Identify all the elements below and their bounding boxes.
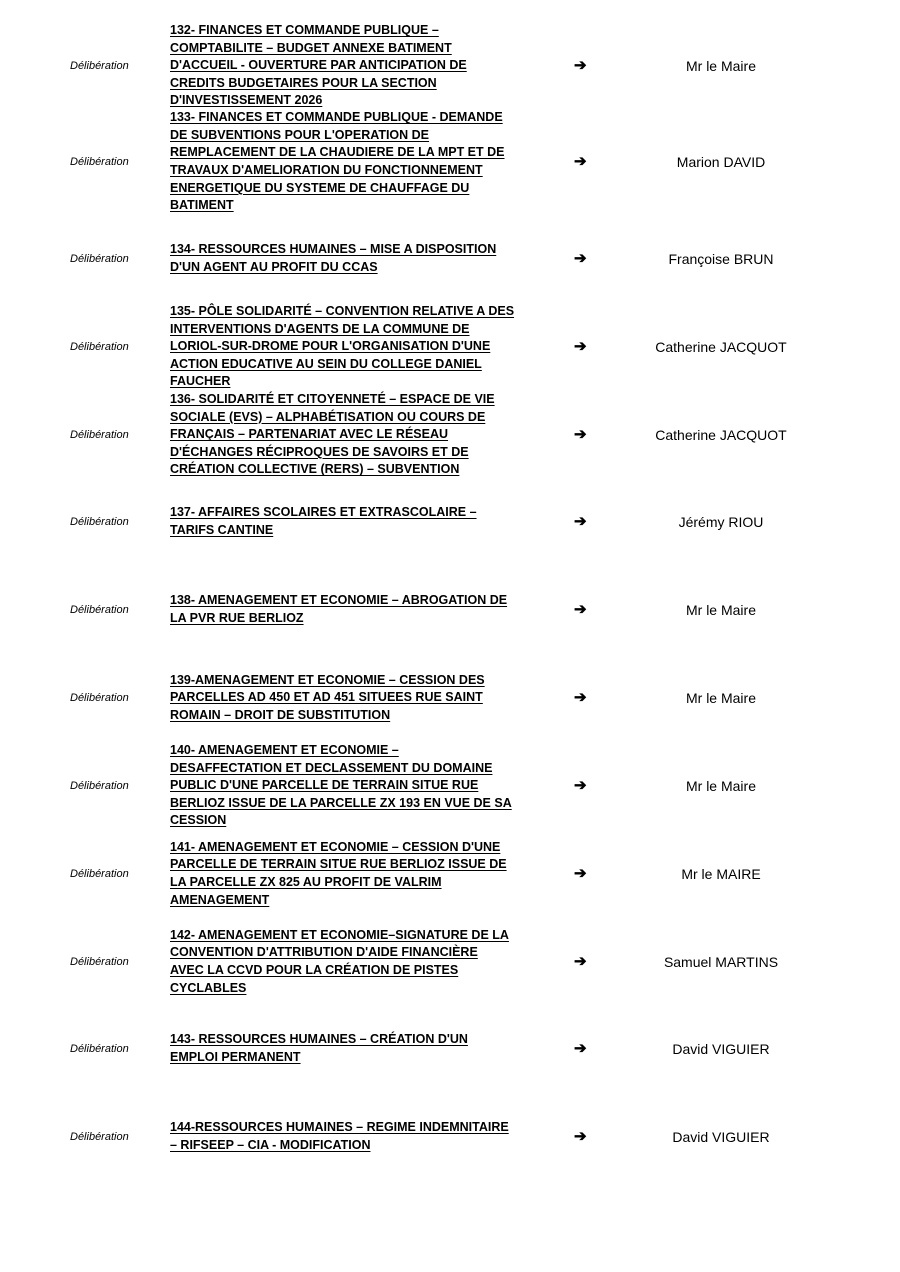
rapporteur-name: Samuel MARTINS [663, 954, 779, 970]
arrow-right-icon: ➔ [574, 777, 587, 794]
title-line: EMPLOI PERMANENT [170, 1049, 301, 1064]
title-line: – RIFSEEP – CIA - MODIFICATION [170, 1137, 371, 1152]
title-line: LA PARCELLE ZX 825 AU PROFIT DE VALRIM [170, 874, 442, 889]
title-line: AVEC LA CCVD POUR LA CRÉATION DE PISTES [170, 962, 459, 977]
deliberation-title [170, 1119, 560, 1154]
deliberation-title [170, 391, 560, 479]
deliberation-title [170, 839, 560, 909]
title-line: ENERGETIQUE DU SYSTEME DE CHAUFFAGE DU [170, 180, 470, 195]
title-line: CYCLABLES [170, 980, 247, 995]
title-line: TRAVAUX D'AMELIORATION DU FONCTIONNEMENT [170, 162, 483, 177]
deliberation-label: Délibération [70, 60, 129, 72]
arrow-right-icon: ➔ [574, 338, 587, 355]
rapporteur-name: Mr le Maire [685, 778, 756, 794]
title-line: D'ÉCHANGES RÉCIPROQUES DE SAVOIRS ET DE [170, 444, 469, 459]
deliberation-label: Délibération [70, 956, 129, 968]
deliberation-title [170, 109, 560, 215]
deliberation-title [170, 742, 560, 830]
deliberation-label: Délibération [70, 604, 129, 616]
rapporteur-name: Mr le Maire [685, 602, 756, 618]
title-line: BATIMENT [170, 198, 234, 213]
deliberation-title [170, 592, 560, 627]
rapporteur-name: Françoise BRUN [668, 251, 774, 267]
rapporteur-name: Jérémy RIOU [678, 514, 764, 530]
title-line: CREDITS BUDGETAIRES POUR LA SECTION [170, 75, 437, 90]
title-line: ROMAIN – DROIT DE SUBSTITUTION [170, 707, 391, 722]
arrow-right-icon: ➔ [574, 250, 587, 267]
title-line: COMPTABILITE – BUDGET ANNEXE BATIMENT [170, 40, 452, 55]
deliberation-title [170, 927, 560, 997]
title-line: 133- FINANCES ET COMMANDE PUBLIQUE - DEMANDE [170, 110, 503, 125]
title-line: D'ACCUEIL - OUVERTURE PAR ANTICIPATION DE [170, 58, 467, 73]
title-line: 132- FINANCES ET COMMANDE PUBLIQUE – [170, 23, 439, 37]
title-line: 134- RESSOURCES HUMAINES – MISE A DISPOSITION [170, 242, 497, 257]
deliberation-label: Délibération [70, 1131, 129, 1143]
title-line: FRANÇAIS – PARTENARIAT AVEC LE RÉSEAU [170, 427, 449, 442]
title-line: 137- AFFAIRES SCOLAIRES ET EXTRASCOLAIRE – [170, 505, 477, 520]
arrow-right-icon: ➔ [574, 953, 587, 970]
title-line: BERLIOZ ISSUE DE LA PARCELLE ZX 193 EN VUE DE SA [170, 795, 512, 810]
title-line: CESSION [170, 813, 227, 828]
deliberation-title [170, 672, 560, 725]
title-line: 143- RESSOURCES HUMAINES – CRÉATION D'UN [170, 1032, 468, 1047]
rapporteur-name: Mr le Maire [685, 58, 756, 74]
arrow-right-icon: ➔ [574, 689, 587, 706]
title-line: LORIOL-SUR-DROME POUR L'ORGANISATION D'UNE [170, 339, 491, 354]
arrow-right-icon: ➔ [574, 57, 587, 74]
title-line: D'INVESTISSEMENT 2026 [170, 93, 323, 108]
arrow-right-icon: ➔ [574, 153, 587, 170]
rapporteur-name: Catherine JACQUOT [655, 427, 787, 443]
title-line: FAUCHER [170, 374, 231, 389]
title-line: 140- AMENAGEMENT ET ECONOMIE – [170, 743, 399, 757]
deliberation-label: Délibération [70, 780, 129, 792]
title-line: DESAFFECTATION ET DECLASSEMENT DU DOMAINE [170, 760, 493, 775]
title-line: PARCELLE DE TERRAIN SITUE RUE BERLIOZ ISSUE DE [170, 857, 507, 872]
title-line: LA PVR RUE BERLIOZ [170, 610, 304, 625]
deliberation-label: Délibération [70, 156, 129, 168]
title-line: D'UN AGENT AU PROFIT DU CCAS [170, 259, 378, 274]
title-line: 139-AMENAGEMENT ET ECONOMIE – CESSION DES [170, 672, 485, 687]
deliberation-title [170, 303, 560, 391]
arrow-right-icon: ➔ [574, 865, 587, 882]
rapporteur-name: David VIGUIER [672, 1041, 770, 1057]
title-line: 141- AMENAGEMENT ET ECONOMIE – CESSION D'UNE [170, 839, 501, 854]
title-line: 144-RESSOURCES HUMAINES – REGIME INDEMNITAIRE [170, 1120, 509, 1135]
arrow-right-icon: ➔ [574, 1040, 587, 1057]
title-line: INTERVENTIONS D'AGENTS DE LA COMMUNE DE [170, 321, 470, 336]
deliberation-title [170, 241, 560, 276]
title-line: 135- PÔLE SOLIDARITÉ – CONVENTION RELATIVE A DES [170, 304, 515, 318]
title-line: 142- AMENAGEMENT ET ECONOMIE–SIGNATURE DE LA [170, 927, 509, 942]
arrow-right-icon: ➔ [574, 513, 587, 530]
deliberation-label: Délibération [70, 692, 129, 704]
deliberation-label: Délibération [70, 1043, 129, 1055]
rapporteur-name: Mr le Maire [685, 690, 756, 706]
deliberation-title [170, 1031, 560, 1066]
rapporteur-name: David VIGUIER [672, 1129, 770, 1145]
title-line: 138- AMENAGEMENT ET ECONOMIE – ABROGATION DE [170, 593, 508, 608]
deliberation-label: Délibération [70, 253, 129, 265]
arrow-right-icon: ➔ [574, 1128, 587, 1145]
title-line: DE SUBVENTIONS POUR L'OPERATION DE [170, 127, 430, 142]
rapporteur-name: Mr le MAIRE [681, 866, 761, 882]
deliberation-label: Délibération [70, 868, 129, 880]
title-line: ACTION EDUCATIVE AU SEIN DU COLLEGE DANIEL [170, 356, 482, 371]
title-line: PUBLIC D'UNE PARCELLE DE TERRAIN SITUE RUE [170, 778, 479, 793]
title-line: CONVENTION D'ATTRIBUTION D'AIDE FINANCIÈRE [170, 945, 478, 960]
title-line: CRÉATION COLLECTIVE (RERS) – SUBVENTION [170, 462, 460, 477]
title-line: PARCELLES AD 450 ET AD 451 SITUEES RUE SAINT [170, 690, 483, 705]
rapporteur-name: Catherine JACQUOT [655, 339, 787, 355]
title-line: 136- SOLIDARITÉ ET CITOYENNETÉ – ESPACE DE VIE [170, 392, 495, 406]
title-line: REMPLACEMENT DE LA CHAUDIERE DE LA MPT ET DE [170, 145, 505, 160]
deliberation-label: Délibération [70, 341, 129, 353]
arrow-right-icon: ➔ [574, 601, 587, 618]
arrow-right-icon: ➔ [574, 426, 587, 443]
title-line: SOCIALE (EVS) – ALPHABÉTISATION OU COURS DE [170, 409, 486, 424]
rapporteur-name: Marion DAVID [676, 154, 766, 170]
deliberation-label: Délibération [70, 516, 129, 528]
deliberation-label: Délibération [70, 429, 129, 441]
title-line: TARIFS CANTINE [170, 522, 274, 537]
deliberation-title [170, 504, 560, 539]
title-line: AMENAGEMENT [170, 892, 270, 907]
deliberation-title [170, 22, 560, 110]
